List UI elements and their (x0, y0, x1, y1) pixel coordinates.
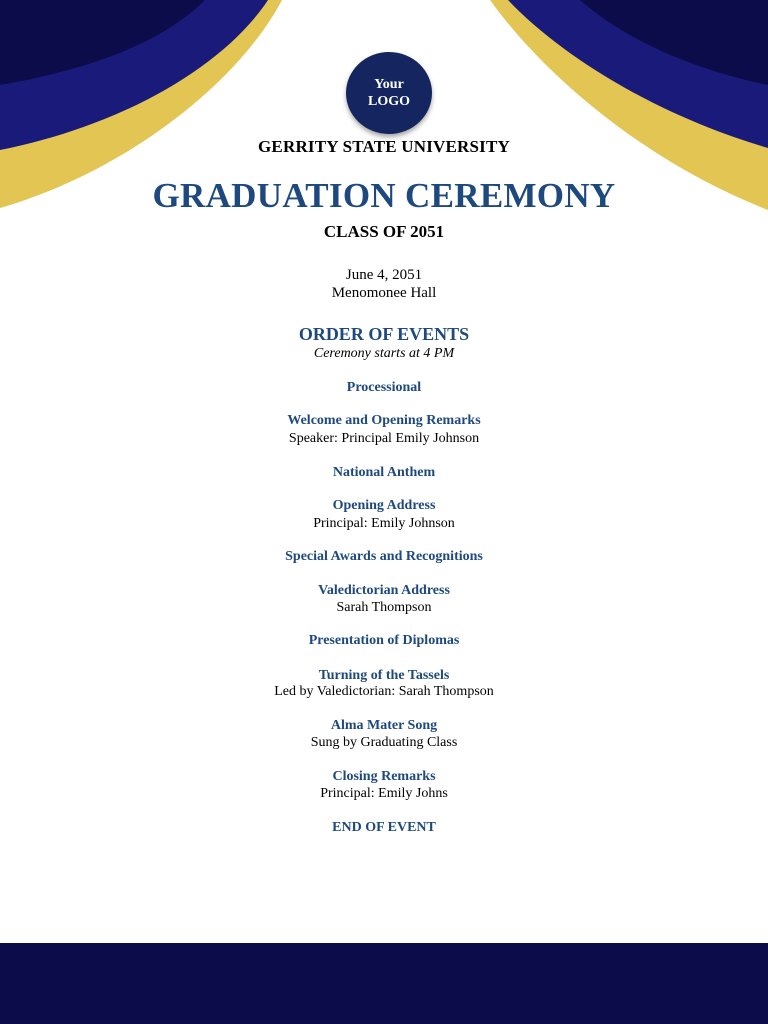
order-heading: ORDER OF EVENTS (298, 324, 470, 344)
event-detail: Sung by Graduating Class (310, 735, 458, 750)
event-title: Alma Mater Song (330, 718, 438, 733)
footer-bar (0, 943, 768, 1024)
event-title: Presentation of Diplomas (308, 633, 460, 648)
start-time-note: Ceremony starts at 4 PM (313, 346, 455, 361)
page-title: GRADUATION CEREMONY (152, 176, 616, 215)
logo-text-line1: Your (374, 77, 404, 92)
event-title: Welcome and Opening Remarks (287, 413, 481, 428)
university-name: GERRITY STATE UNIVERSITY (258, 137, 510, 156)
class-year: CLASS OF 2051 (323, 222, 445, 241)
logo-placeholder (346, 52, 432, 134)
event-detail: Sarah Thompson (336, 600, 432, 615)
event-title: Special Awards and Recognitions (285, 549, 483, 564)
event-venue: Menomonee Hall (331, 285, 437, 301)
event-title: Valedictorian Address (318, 583, 450, 598)
event-title: Processional (346, 380, 422, 395)
event-detail: Led by Valedictorian: Sarah Thompson (274, 684, 494, 699)
event-title: Closing Remarks (332, 769, 436, 784)
event-detail: Principal: Emily Johns (320, 786, 448, 801)
event-title: Turning of the Tassels (318, 668, 450, 683)
logo-text-line2: LOGO (367, 94, 410, 109)
event-detail: Speaker: Principal Emily Johnson (288, 431, 480, 446)
end-of-event: END OF EVENT (332, 820, 436, 835)
event-detail: Principal: Emily Johnson (313, 516, 455, 531)
event-date: June 4, 2051 (345, 267, 423, 283)
event-title: Opening Address (332, 498, 436, 513)
event-title: National Anthem (332, 465, 436, 480)
